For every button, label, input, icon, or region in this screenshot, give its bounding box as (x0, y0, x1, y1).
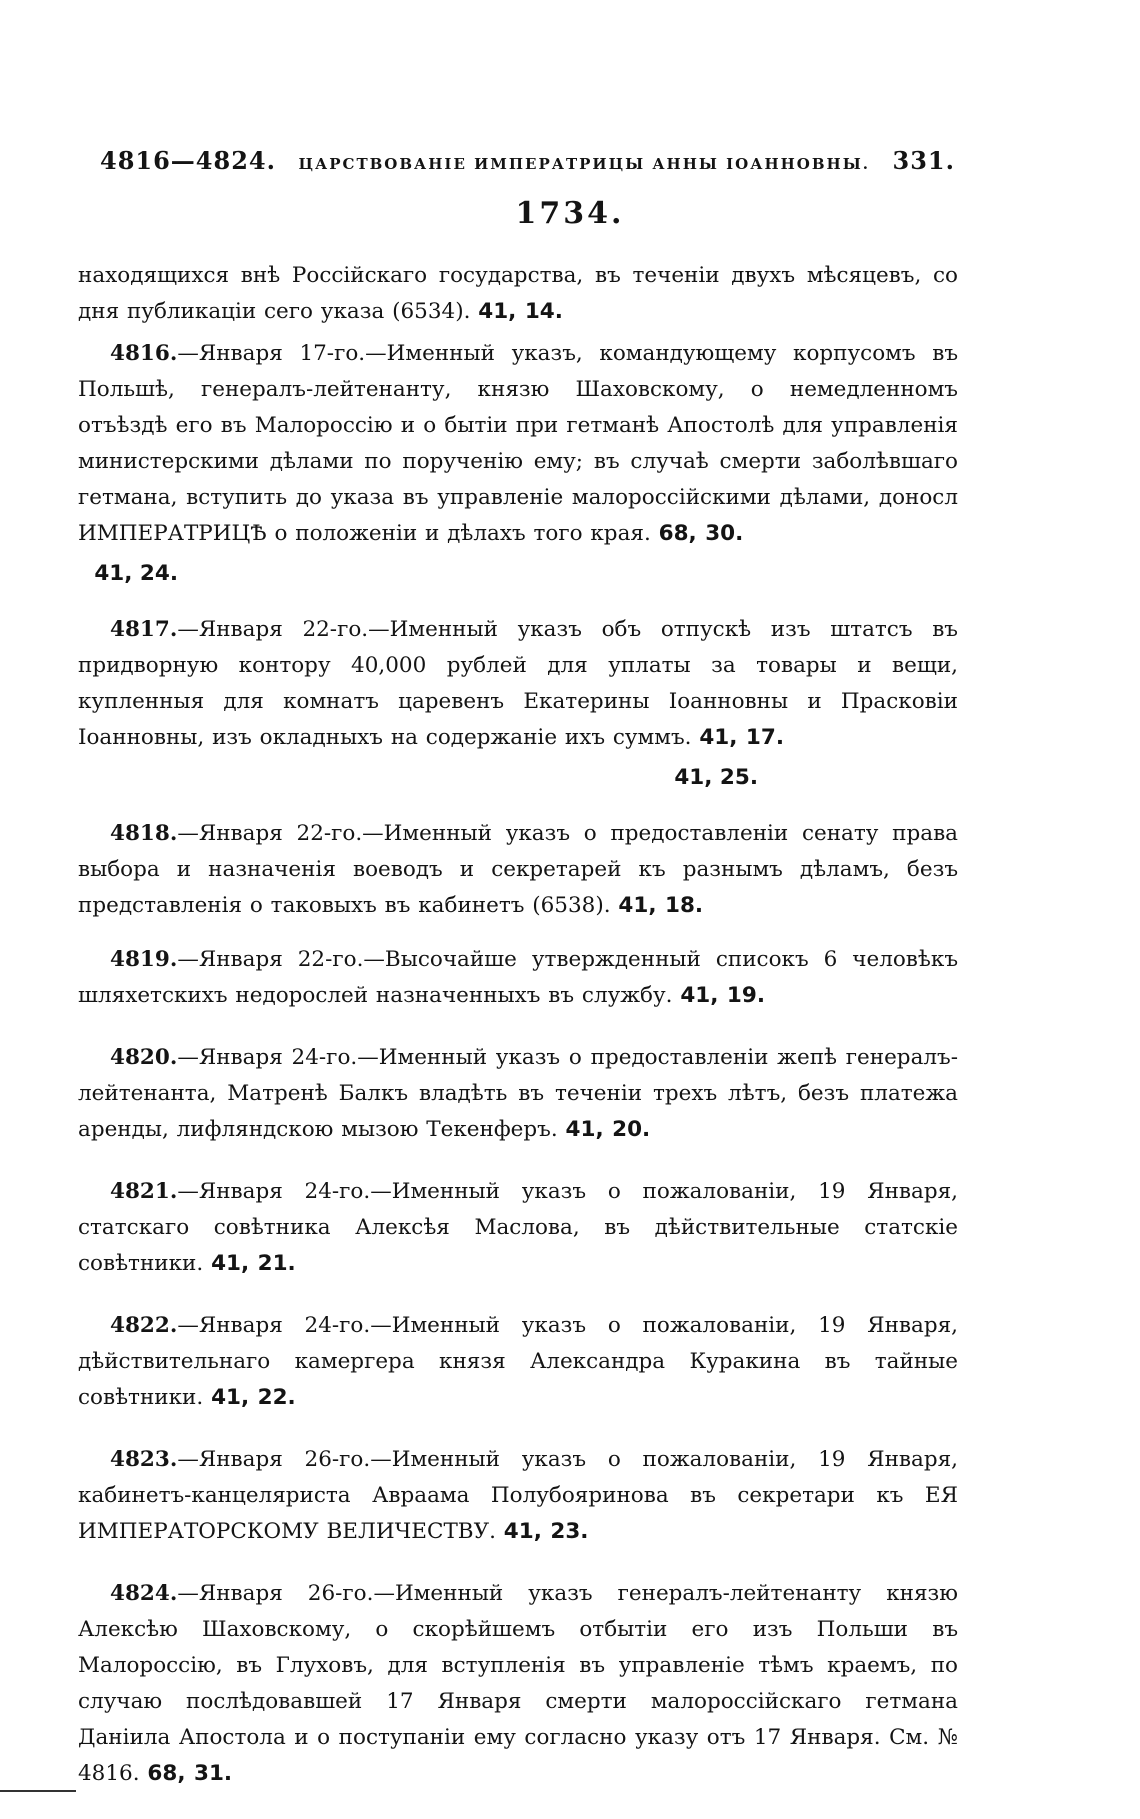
running-header (100, 146, 955, 186)
footer-rule (0, 1790, 76, 1792)
dangling-ref: 41, 25. (674, 765, 758, 790)
entry-4818 (78, 816, 958, 924)
entry-text: —Января 24-го.—Именный указъ о предоставленіи жепѣ генералъ-лейтенанта, Матренѣ Балкъ владѣть въ теченіи трехъ лѣтъ, безъ платежа аренды, лифляндскою мызою Текенферъ. (78, 1045, 958, 1142)
entry-4819 (78, 942, 958, 1014)
entry-number: 4822. (110, 1313, 178, 1338)
entry-number: 4817. (110, 617, 178, 642)
entry-ref: 41, 18. (618, 893, 704, 918)
entry-4820 (78, 1040, 958, 1148)
entry-ref: 41, 21. (211, 1251, 296, 1276)
entry-text: —Января 24-го.—Именный указъ о пожалованіи, 19 Января, статскаго совѣтника Алексѣя Маслова, въ дѣйствительные статскіе совѣтники. (78, 1179, 958, 1276)
entry-continuation (78, 258, 958, 330)
entry-text: —Января 22-го.—Именный указъ объ отпускѣ изъ штатсъ въ придворную контору 40,000 рублей для уплаты за товары и вещи, купленныя для комнатъ царевенъ Екатерины Іоанновны и Прасковіи Іоанновны, изъ окладныхъ на содержаніе ихъ суммъ. (78, 617, 958, 750)
entry-ref: 41, 17. (699, 725, 785, 750)
entry-ref: 41, 19. (680, 983, 765, 1008)
page-body (78, 258, 958, 1798)
dangling-ref: 41, 24. (94, 561, 178, 586)
entry-text: —Января 26-го.—Именный указъ генералъ-лейтенанту князю Алексѣю Шаховскому, о скорѣйшемъ отбытіи его изъ Польши въ Малороссію, въ Глуховъ, для вступленія въ управленіе тѣмъ краемъ, по случаю послѣдовавшей 17 Января смерти малороссійскаго гетмана Даніила Апостола и о поступаніи ему согласно указу отъ 17 Января. См. № 4816. (78, 1581, 958, 1786)
entry-4822 (78, 1308, 958, 1416)
entry-text: —Января 26-го.—Именный указъ о пожалованіи, 19 Января, кабинетъ-канцеляриста Авраама Полубояринова въ секретари къ ЕЯ ИМПЕРАТОРСКОМУ ВЕЛИЧЕСТВУ. (78, 1447, 958, 1544)
entry-number: 4823. (110, 1447, 178, 1472)
entry-number: 4820. (110, 1045, 178, 1070)
entry-number: 4819. (110, 947, 178, 972)
entry-4816 (78, 336, 958, 552)
year-heading: 1734. (515, 196, 625, 231)
entry-ref: 41, 20. (565, 1117, 651, 1142)
entry-number: 4816. (110, 341, 178, 366)
entry-range: 4816—4824. (100, 146, 276, 175)
entry-4821 (78, 1174, 958, 1282)
entry-4823 (78, 1442, 958, 1550)
entry-text: —Января 17-го.—Именный указъ, командующему корпусомъ въ Польшѣ, генералъ-лейтенанту, князю Шаховскому, о немедленномъ отъѣздѣ его въ Малороссію и о бытіи при гетманѣ Апостолѣ для управленія министерскими дѣлами по порученію ему; въ случаѣ смерти заболѣвшаго гетмана, вступить до указа въ управленіе малороссійскими дѣлами, доносл ИМПЕРАТРИЦѢ о положеніи и дѣлахъ того края. (78, 341, 958, 546)
entry-text: —Января 22-го.—Именный указъ о предоставленіи сенату права выбора и назначенія воеводъ и секретарей къ разнымъ дѣламъ, безъ представленія о таковыхъ въ кабинетъ (6538). (78, 821, 958, 918)
running-title: ЦАРСТВОВАНІЕ ИМПЕРАТРИЦЫ АННЫ ІОАННОВНЫ. (298, 155, 870, 173)
entry-number: 4821. (110, 1179, 178, 1204)
entry-ref: 68, 31. (147, 1761, 233, 1786)
entry-text: —Января 22-го.—Высочайше утвержденный списокъ 6 человѣкъ шляхетскихъ недорослей назначенныхъ въ службу. (78, 947, 958, 1008)
entry-ref: 68, 30. (658, 521, 744, 546)
entry-text: —Января 24-го.—Именный указъ о пожалованіи, 19 Января, дѣйствительнаго камергера князя Александра Куракина въ тайные совѣтники. (78, 1313, 958, 1410)
entry-number: 4818. (110, 821, 178, 846)
entry-4824 (78, 1576, 958, 1792)
entry-ref: 41, 23. (503, 1519, 589, 1544)
entry-number: 4824. (110, 1581, 178, 1606)
page-number: 331. (892, 146, 955, 175)
entry-ref: 41, 22. (211, 1385, 296, 1410)
entry-4817 (78, 612, 958, 756)
entry-text: находящихся внѣ Россійскаго государства, въ теченіи двухъ мѣсяцевъ, со дня публикаціи сего указа (6534). (78, 263, 958, 324)
entry-ref: 41, 14. (478, 299, 563, 324)
